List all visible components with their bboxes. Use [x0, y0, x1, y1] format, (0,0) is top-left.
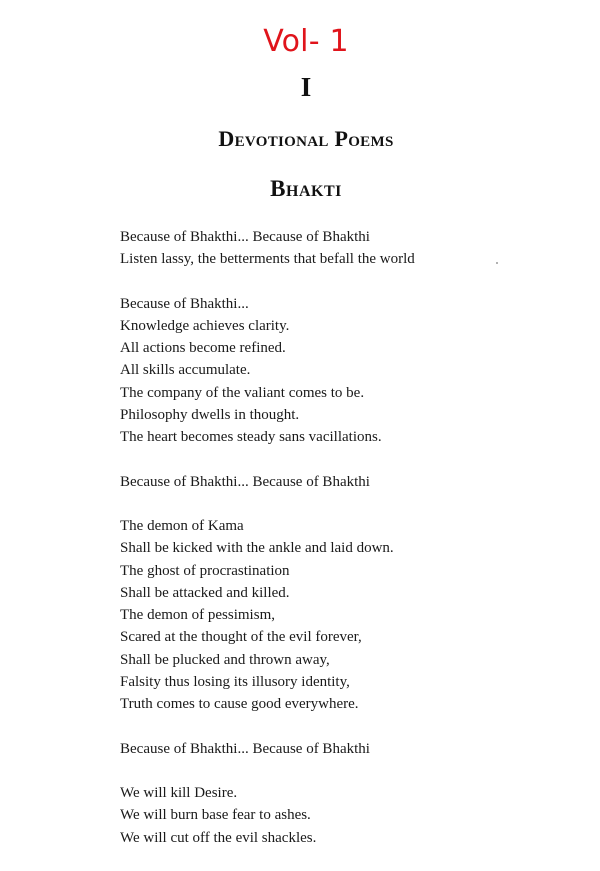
- poem-line: The demon of pessimism,: [120, 607, 275, 624]
- poem-line: Because of Bhakthi... Because of Bhakthi: [120, 229, 370, 245]
- poem-line: The heart becomes steady sans vacillations.: [120, 429, 382, 446]
- poem-line: Listen lassy, the betterments that befall the world: [120, 251, 415, 268]
- poem-line: Scared at the thought of the evil forever,: [120, 629, 362, 646]
- poem-line: Falsity thus losing its illusory identity,: [120, 674, 350, 691]
- poem-line: The ghost of procrastination: [120, 562, 290, 579]
- stanza: [120, 782, 580, 849]
- poem-title: Bhakti: [270, 176, 342, 201]
- volume-label: Vol- 1: [263, 24, 349, 59]
- poem-line: Shall be kicked with the ankle and laid down.: [120, 540, 394, 557]
- poem-line: Shall be plucked and thrown away,: [120, 651, 330, 668]
- poem-line: The demon of Kama: [120, 517, 244, 534]
- part-numeral: I: [300, 72, 312, 102]
- poem-line: Knowledge achieves clarity.: [120, 317, 290, 334]
- stanza: [120, 226, 580, 271]
- poem-line: Because of Bhakthi... Because of Bhakthi: [120, 473, 370, 490]
- section-title: Devotional Poems: [218, 126, 394, 151]
- poem-line: Philosophy dwells in thought.: [120, 407, 300, 424]
- stanza: [120, 738, 580, 760]
- poem-line: All skills accumulate.: [120, 362, 251, 379]
- poem-line: We will cut off the evil shackles.: [120, 829, 317, 846]
- poem-line: Because of Bhakthi...: [120, 295, 249, 312]
- stanza: [120, 293, 580, 449]
- poem-line: The company of the valiant comes to be.: [120, 384, 365, 401]
- poem-body: [120, 226, 580, 871]
- stanza: [120, 471, 580, 493]
- poem-line: Because of Bhakthi... Because of Bhakthi: [120, 740, 370, 757]
- poem-line: We will burn base fear to ashes.: [120, 807, 311, 824]
- poem-line: Shall be attacked and killed.: [120, 584, 290, 601]
- poem-line: We will kill Desire.: [120, 784, 238, 801]
- poem-line: All actions become refined.: [120, 340, 286, 357]
- poem-line: Truth comes to cause good everywhere.: [120, 696, 359, 713]
- stanza: [120, 515, 580, 716]
